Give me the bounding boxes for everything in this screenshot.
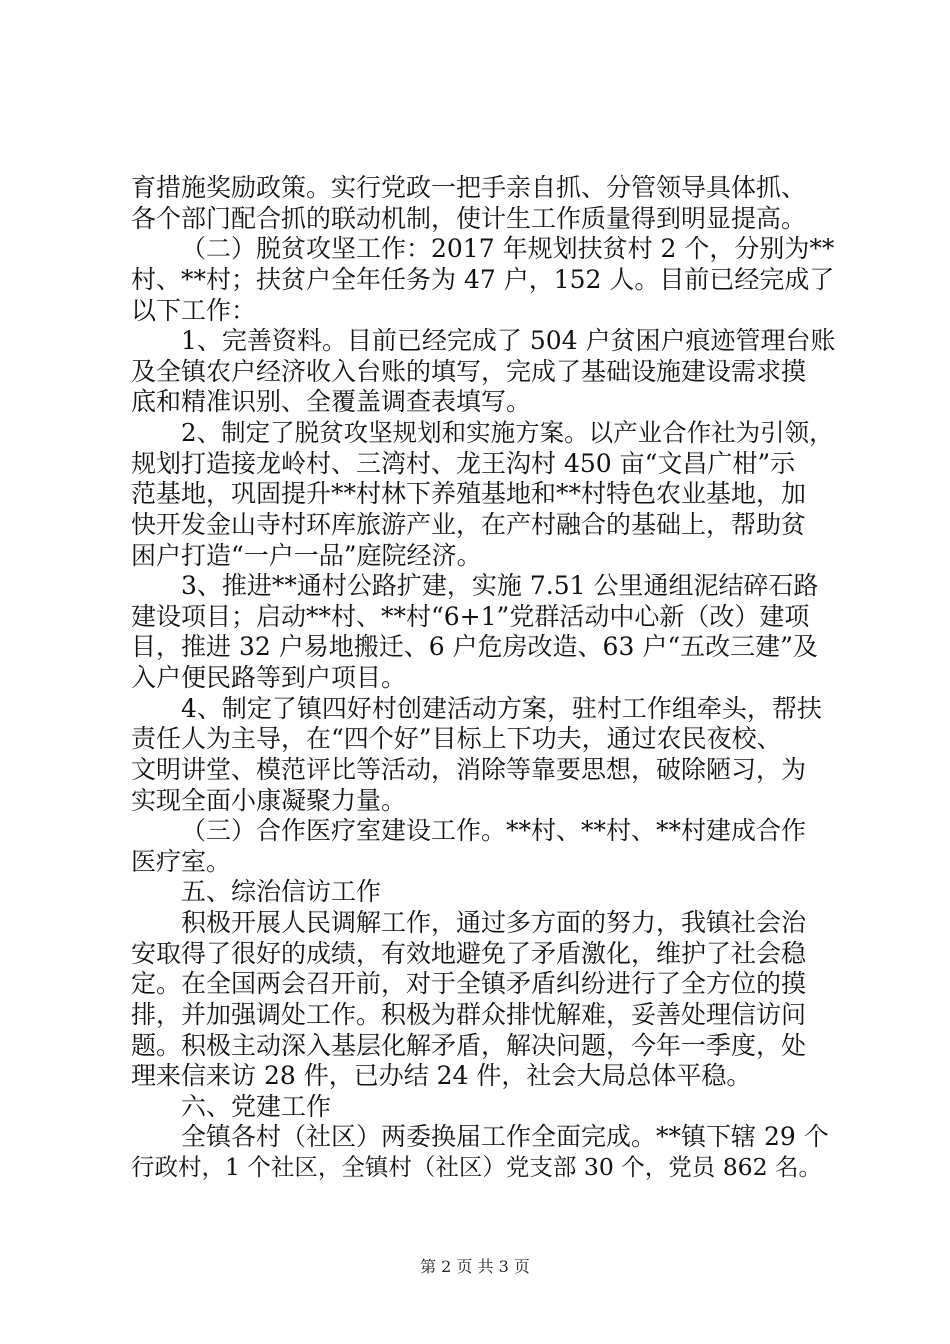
text-line: 定。在全国两会召开前，对于全镇矛盾纠纷进行了全方位的摸: [131, 969, 807, 998]
text-line: 题。积极主动深入基层化解矛盾，解决问题，今年一季度，处: [131, 1031, 807, 1060]
text-line: （三）合作医疗室建设工作。**村、**村、**村建成合作: [181, 816, 807, 845]
text-line: 行政村，1 个社区，全镇村（社区）党支部 30 个，党员 862 名。: [131, 1153, 823, 1181]
text-line: 各个部门配合抓的联动机制，使计生工作质量得到明显提高。: [131, 204, 807, 233]
text-line: 快开发金山寺村环库旅游产业，在产村融合的基础上，帮助贫: [131, 510, 807, 539]
text-line: 排，并加强调处工作。积极为群众排忧解难，妥善处理信访问: [131, 1000, 807, 1029]
text-line: 范基地，巩固提升**村林下养殖基地和**村特色农业基地，加: [131, 479, 807, 508]
text-line: 4、制定了镇四好村创建活动方案，驻村工作组牵头，帮扶: [181, 694, 822, 723]
section-heading: 六、党建工作: [181, 1092, 332, 1121]
section-heading: 五、综治信访工作: [181, 877, 382, 906]
text-line: 实现全面小康凝聚力量。: [131, 786, 407, 815]
text-line: 困户打造“一户一品”庭院经济。: [131, 541, 482, 570]
text-line: 村、**村；扶贫户全年任务为 47 户，152 人。目前已经完成了: [131, 265, 835, 294]
text-line: 建设项目；启动**村、**村“6+1”党群活动中心新（改）建项: [131, 602, 810, 631]
text-line: 安取得了很好的成绩，有效地避免了矛盾激化，维护了社会稳: [131, 939, 807, 968]
text-line: 及全镇农户经济收入台账的填写，完成了基础设施建设需求摸: [131, 357, 807, 386]
text-line: 理来信来访 28 件，已办结 24 件，社会大局总体平稳。: [131, 1061, 752, 1090]
text-line: 入户便民路等到户项目。: [131, 663, 407, 692]
text-line: 全镇各村（社区）两委换届工作全面完成。**镇下辖 29 个: [181, 1122, 829, 1151]
text-line: （二）脱贫攻坚工作：2017 年规划扶贫村 2 个，分别为**: [181, 234, 835, 263]
text-line: 医疗室。: [131, 847, 232, 876]
text-line: 3、推进**通村公路扩建，实施 7.51 公里通组泥结碎石路: [181, 571, 819, 600]
page-footer: 第 2 页 共 3 页: [420, 1257, 530, 1276]
text-line: 规划打造接龙岭村、三湾村、龙王沟村 450 亩“文昌广柑”示: [131, 449, 796, 478]
text-line: 1、完善资料。目前已经完成了 504 户贫困户痕迹管理台账: [181, 326, 836, 355]
text-line: 文明讲堂、模范评比等活动，消除等靠要思想，破除陋习，为: [131, 755, 807, 784]
text-line: 目，推进 32 户易地搬迁、6 户危房改造、63 户“五改三建”及: [131, 632, 818, 661]
text-line: 责任人为主导，在“四个好”目标上下功夫，通过农民夜校、: [131, 724, 782, 753]
text-line: 积极开展人民调解工作，通过多方面的努力，我镇社会治: [181, 908, 807, 937]
text-line: 底和精准识别、全覆盖调查表填写。: [131, 387, 532, 416]
text-line: 2、制定了脱贫攻坚规划和实施方案。以产业合作社为引领，: [181, 418, 834, 447]
text-line: 以下工作：: [131, 296, 257, 325]
text-line: 育措施奖励政策。实行党政一把手亲自抓、分管领导具体抓、: [131, 173, 807, 202]
